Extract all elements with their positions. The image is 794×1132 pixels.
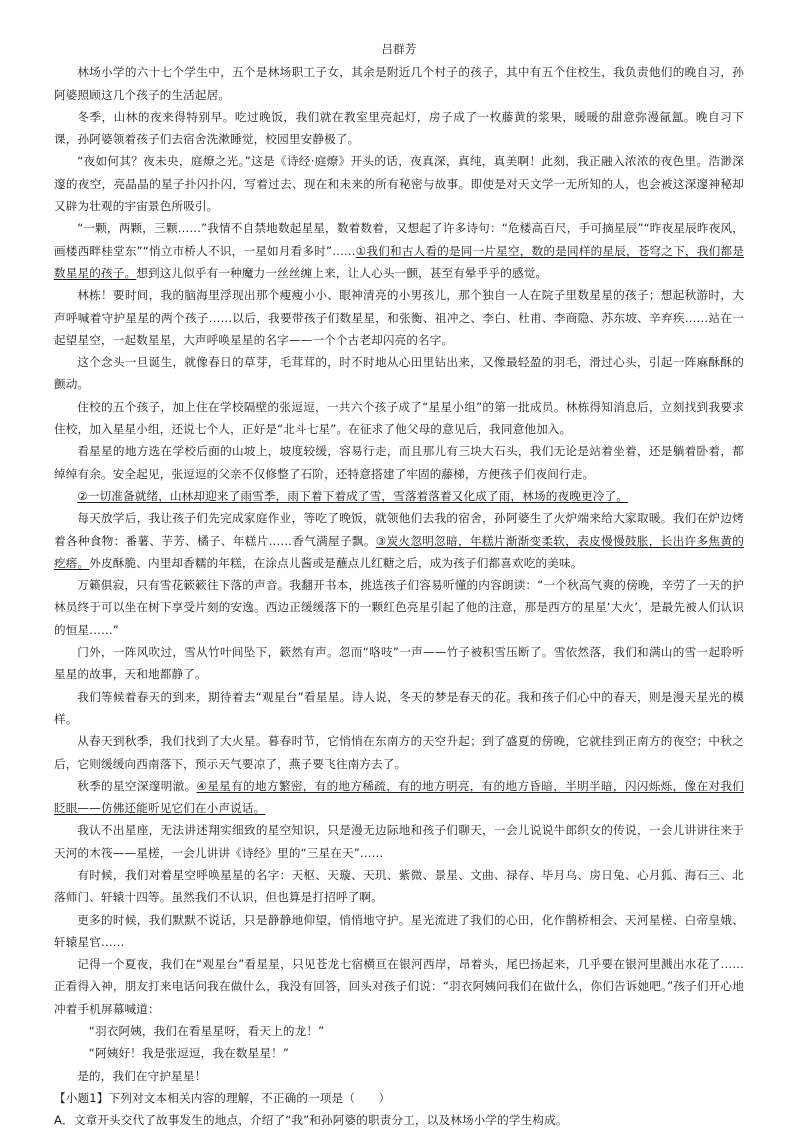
text-segment: 看星星的地方选在学校后面的山坡上，坡度较缓，容易行走，而且那儿有三块大石头，我们无论是站着坐着，还是躺着卧着，都绰绰有余。安全起见，张逗逗的父亲不仅修整了石阶，还特意搭建了牢固的藤梯，方便孩子们夜间行走。	[54, 444, 744, 481]
article-paragraph	[54, 485, 744, 507]
text-segment: “一颗，两颗，三颗……”我情不自禁地数起星星，数着数着，又想起了许多诗句：“危楼高百尺，手可摘星辰”“昨夜星辰昨夜风，画楼西畔桂堂东”“悄立市桥人不识，一星如月看多时”……	[54, 221, 744, 258]
text-segment: 记得一个夏夜，我们在“观星台”看星星，只见苍龙七宿横亘在银河西岸，昂着头，尾巴扬起来，几乎要在银河里溅出水花了……正看得入神，朋友打来电话问我在做什么，我没有回答，回头对孩子们说：“羽衣阿姨问我们在做什么，你们告诉她吧。”孩子们开心地冲着手机屏幕喊道：	[54, 957, 744, 1016]
text-segment: 我认不出星座，无法讲述翔实细致的星空知识，只是漫无边际地和孩子们聊天，一会儿说说牛郎织女的传说，一会儿讲讲往来于天河的木筏——星槎，一会儿讲讲《诗经》里的“三星在天”……	[54, 823, 744, 860]
text-segment: 想到这儿似乎有一种魔力一丝丝缠上来，让人心头一颤，甚至有晕乎乎的感觉。	[136, 265, 548, 280]
article-paragraph	[54, 864, 744, 909]
text-segment: 有时候，我们对着星空呼唤星星的名字：天枢、天璇、天玑、紫微、景星、文曲、禄存、毕月乌、房日兔、心月狐、海石三、北落师门、轩辕十四等。虽然我们不认识，但也算是打招呼了啊。	[54, 867, 744, 905]
text-segment: “夜如何其？夜未央，庭燎之光。”这是《诗经·庭燎》开头的话，夜真深，真纯，真美啊！此刻，我正融入浓浓的夜色里。浩渺深邃的夜空，亮晶晶的星子扑闪扑闪，写着过去、现在和未来的所有秘密与故事。即使是对天文学一无所知的人，也会被这深邃神秘却又辟为壮观的宇宙景色所吸引。	[54, 154, 744, 214]
text-segment: 门外，一阵风吹过，雪从竹叶间坠下，簌然有声。忽而“咯吱”一声——竹子被积雪压断了。雪依然落，我们和满山的雪一起聆听星星的故事，天和地都静了。	[54, 645, 744, 682]
article-paragraph	[54, 507, 744, 574]
article-paragraph	[54, 574, 744, 641]
document-page	[54, 38, 744, 1132]
article-paragraph	[54, 1020, 744, 1042]
article-paragraph	[54, 351, 744, 396]
text-segment: 从春天到秋季，我们找到了大火星。暮春时节，它悄悄在东南方的天空升起；到了盛夏的傍晚，它就挂到正南方的夜空；中秋之后，它则缓缓向西南落下，预示天气要凉了，燕子要飞往南方去了。	[54, 734, 744, 771]
text-segment: 更多的时候，我们默默不说话，只是静静地仰望，悄悄地守护。星光流进了我们的心田，化作鹊桥相会、天河星槎、白帝皇娥、轩辕星官……	[54, 912, 744, 949]
text-segment: 万籁俱寂，只有雪花簌簌往下落的声音。我翻开书本，挑选孩子们容易听懂的内容朗读：“一个秋高气爽的傍晚，辛劳了一天的护林员终于可以坐在树下享受片刻的安逸。西边正缓缓落下的一颗红色亮星引起了他的注意，那是西方的星星‘大火’，是最先被人们认识的恒星……”	[54, 578, 744, 637]
article-paragraph	[54, 819, 744, 864]
underlined-sentence: ①我们和古人看的是同一片星空，数的是同样的星辰，苍穹之下，我们都是数星星的孩子。	[54, 243, 744, 280]
text-segment: 林场小学的六十七个学生中，五个是林场职工子女，其余是附近几个村子的孩子，其中有五个住校生，我负责他们的晚自习，孙阿婆照顾这几个孩子的生活起居。	[54, 65, 744, 102]
article-paragraph	[54, 440, 744, 485]
article-paragraph	[54, 1042, 744, 1064]
article-paragraph	[54, 61, 744, 106]
question-1-option-a: A．文章开头交代了故事发生的地点，介绍了“我”和孙阿婆的职责分工，以及林场小学的学生构成。	[54, 1113, 568, 1128]
text-segment: 秋季的星空深邃明澈。	[77, 778, 197, 793]
article-paragraph	[54, 775, 744, 820]
article-paragraph	[54, 396, 744, 441]
text-segment: 住校的五个孩子，加上住在学校隔壁的张逗逗，一共六个孩子成了“星星小组”的第一批成员。林栋得知消息后，立刻找到我要求住校，加入星星小组，还说七个人，正好是“北斗七星”。在征求了他父母的意见后，我同意他加入。	[54, 399, 744, 437]
article-paragraph	[54, 953, 744, 1020]
text-segment: 这个念头一旦诞生，就像春日的草芽，毛茸茸的，时不时地从心田里钻出来，又像最轻盈的羽毛，滑过心头，引起一阵麻酥酥的颤动。	[54, 355, 744, 392]
author-line: 吕群芳	[381, 42, 417, 56]
text-segment: “阿姨好！我是张逗逗，我在数星星！”	[88, 1046, 290, 1061]
article-paragraph	[54, 730, 744, 775]
article-paragraph	[54, 150, 744, 217]
text-segment: 外皮酥脆、内里却香糯的年糕，在涂点儿酱或是蘸点儿红糖之后，成为孩子们都喜欢吃的美味。	[89, 555, 583, 570]
text-segment: 林栋！要时间，我的脑海里浮现出那个瘦瘦小小、眼神清亮的小男孩儿，那个独自一人在院子里数星星的孩子；想起秋游时，大声呼喊着守护星星的两个孩子……以后，我要带孩子们数星星，和张衡、祖冲之、李白、杜甫、李商隐、苏东坡、辛弃疾……站在一起望星空，一起数星星，大声呼唤星星的名字——一个个古老却闪亮的名字。	[54, 288, 744, 347]
article-paragraph	[54, 106, 744, 151]
text-segment: 我们等候着春天的到来，期待着去“观星台”看星星。诗人说，冬天的梦是春天的花。我和孩子们心中的春天，则是漫天星光的模样。	[54, 689, 744, 726]
article-paragraph	[54, 217, 744, 284]
underlined-sentence: ④星星有的地方繁密，有的地方稀疏，有的地方明亮，有的地方昏暗，半明半暗，闪闪烁烁，像在对我们眨眼——仿佛还能听见它们在小声说话。	[54, 778, 744, 816]
article-paragraph	[54, 284, 744, 351]
article-body	[54, 61, 744, 1087]
article-paragraph	[54, 686, 744, 731]
underlined-sentence: ②一切准备就绪，山林却迎来了雨雪季，雨下着下着成了雪，雪落着落着又化成了雨，林场的夜晚更冷了。	[77, 488, 628, 503]
text-segment: 每天放学后，我让孩子们先完成家庭作业，等吃了晚饭，就领他们去我的宿舍，孙阿婆生了火炉端来给大家取暖。我们在炉边烤着各种食物：番薯、芋芳、橘子、年糕片……香气满屋子飘。	[54, 511, 744, 548]
question-1-stem: 【小题1】下列对文本相关内容的理解，不正确的一项是（ ）	[54, 1090, 391, 1105]
article-paragraph	[54, 909, 744, 954]
text-segment: 冬季，山林的夜来得特别早。吃过晚饭，我们就在教室里亮起灯，房子成了一枚藤黄的浆果，暖暖的甜意弥漫氤氲。晚自习下课，孙阿婆领着孩子们去宿舍洗漱睡觉，校园里安静极了。	[54, 109, 744, 147]
article-paragraph	[54, 1065, 744, 1087]
article-paragraph	[54, 641, 744, 686]
text-segment: “羽衣阿姨，我们在看星星呀，看天上的龙！”	[88, 1024, 325, 1039]
underlined-sentence: ③炭火忽明忽暗，年糕片渐渐变柔软，表皮慢慢鼓胀，长出许多焦黄的疙瘩。	[54, 533, 744, 570]
text-segment: 是的，我们在守护星星！	[77, 1068, 207, 1083]
